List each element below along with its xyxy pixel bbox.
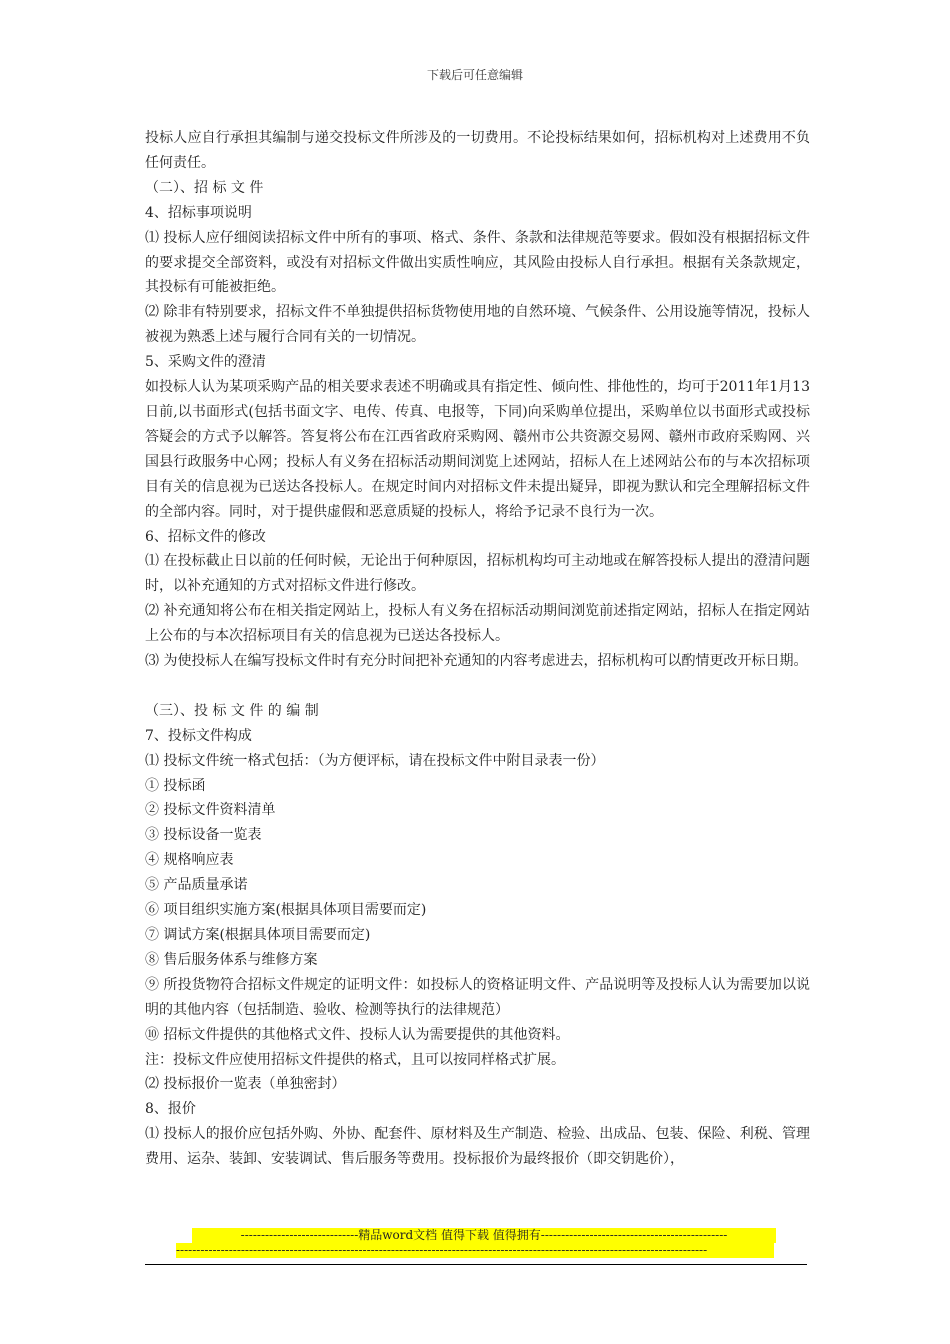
paragraph: ⑴ 投标人的报价应包括外购、外协、配套件、原材料及生产制造、检验、出成品、包装、保险、利税、管理费用、运杂、装卸、安装调试、售后服务等费用。投标报价为最终报价（即交钥匙价）， (145, 1126, 810, 1168)
paragraph: ⑶ 为使投标人在编写投标文件时有充分时间把补充通知的内容考虑进去，招标机构可以酌情更改开标日期。 (145, 653, 808, 670)
paragraph: 投标人应自行承担其编制与递交投标文件所涉及的一切费用。不论投标结果如何，招标机构对上述费用不负任何责任。 (145, 130, 810, 171)
subsection-heading: 6、招标文件的修改 (145, 528, 266, 545)
section-heading: （二）、招 标 文 件 (145, 179, 264, 196)
list-item: ② 投标文件资料清单 (145, 802, 276, 819)
subsection-heading: 4、招标事项说明 (145, 204, 252, 221)
list-item: ⑧ 售后服务体系与维修方案 (145, 951, 318, 968)
paragraph: ⑴ 投标文件统一格式包括：（为方便评标，请在投标文件中附目录表一份） (145, 752, 605, 769)
paragraph: ⑴ 在投标截止日以前的任何时候，无论出于何种原因，招标机构均可主动地或在解答投标人提出的澄清问题时，以补充通知的方式对招标文件进行修改。 (145, 553, 810, 595)
subsection-heading: 7、投标文件构成 (145, 727, 252, 744)
list-item: ⑨ 所投货物符合招标文件规定的证明文件：如投标人的资格证明文件、产品说明等及投标人认为需要加以说明的其他内容（包括制造、验收、检测等执行的法律规范） (145, 976, 810, 1018)
subsection-heading: 8、报价 (145, 1101, 196, 1118)
list-item: ⑥ 项目组织实施方案(根据具体项目需要而定) (145, 902, 427, 919)
footer-banner (176, 1228, 774, 1258)
list-item: ③ 投标设备一览表 (145, 827, 262, 844)
list-item: ⑦ 调试方案(根据具体项目需要而定) (145, 926, 371, 943)
list-item: ① 投标函 (145, 777, 206, 794)
section-heading: （三）、投 标 文 件 的 编 制 (145, 702, 319, 719)
paragraph: ⑵ 补充通知将公布在相关指定网站上，投标人有义务在招标活动期间浏览前述指定网站，招标人在指定网站上公布的与本次招标项目有关的信息视为已送达各投标人。 (145, 603, 810, 645)
paragraph: ⑵ 投标报价一览表（单独密封） (145, 1076, 346, 1093)
subsection-heading: 5、采购文件的澄清 (145, 354, 266, 371)
paragraph: ⑵ 除非有特别要求，招标文件不单独提供招标货物使用地的自然环境、气候条件、公用设施等情况，投标人被视为熟悉上述与履行合同有关的一切情况。 (145, 304, 810, 346)
paragraph: 如投标人认为某项采购产品的相关要求表述不明确或具有指定性、倾向性、排他性的，均可于2011年1月13日前,以书面形式(包括书面文字、电传、传真、电报等，下同)向采购单位提出，采购单位以书面形式或投标答疑会的方式予以解答。答复将公布在江西省政府采购网、赣州市公共资源交易网、赣州市政府采购网、兴国县行政服务中心网；投标人有义务在招标活动期间浏览上述网站，招标人在上述网站公布的与本次招标项目有关的信息视为已送达各投标人。在规定时间内对招标文件未提出疑异，即视为默认和完全理解招标文件的全部内容。同时，对于提供虚假和恶意质疑的投标人，将给予记录不良行为一次。 (145, 379, 810, 520)
footer-banner-line: ----------------------------------------------------------------------------------------------------------------------------------- (176, 1243, 774, 1258)
list-item: ⑩ 招标文件提供的其他格式文件、投标人认为需要提供的其他资料。 (145, 1026, 570, 1043)
footer-banner-line: -----------------------------精品word文档 值得下载 值得拥有---------------------------------------------- (192, 1228, 776, 1243)
document-body (145, 126, 810, 1172)
footer-divider (145, 1264, 807, 1265)
blank-line (145, 674, 810, 699)
note: 注：投标文件应使用招标文件提供的格式，且可以按同样格式扩展。 (145, 1051, 565, 1068)
page-header: 下载后可任意编辑 (426, 68, 523, 82)
list-item: ⑤ 产品质量承诺 (145, 877, 248, 894)
list-item: ④ 规格响应表 (145, 852, 234, 869)
paragraph: ⑴ 投标人应仔细阅读招标文件中所有的事项、格式、条件、条款和法律规范等要求。假如没有根据招标文件的要求提交全部资料，或没有对招标文件做出实质性响应，其风险由投标人自行承担。根据有关条款规定，其投标有可能被拒绝。 (145, 229, 810, 296)
